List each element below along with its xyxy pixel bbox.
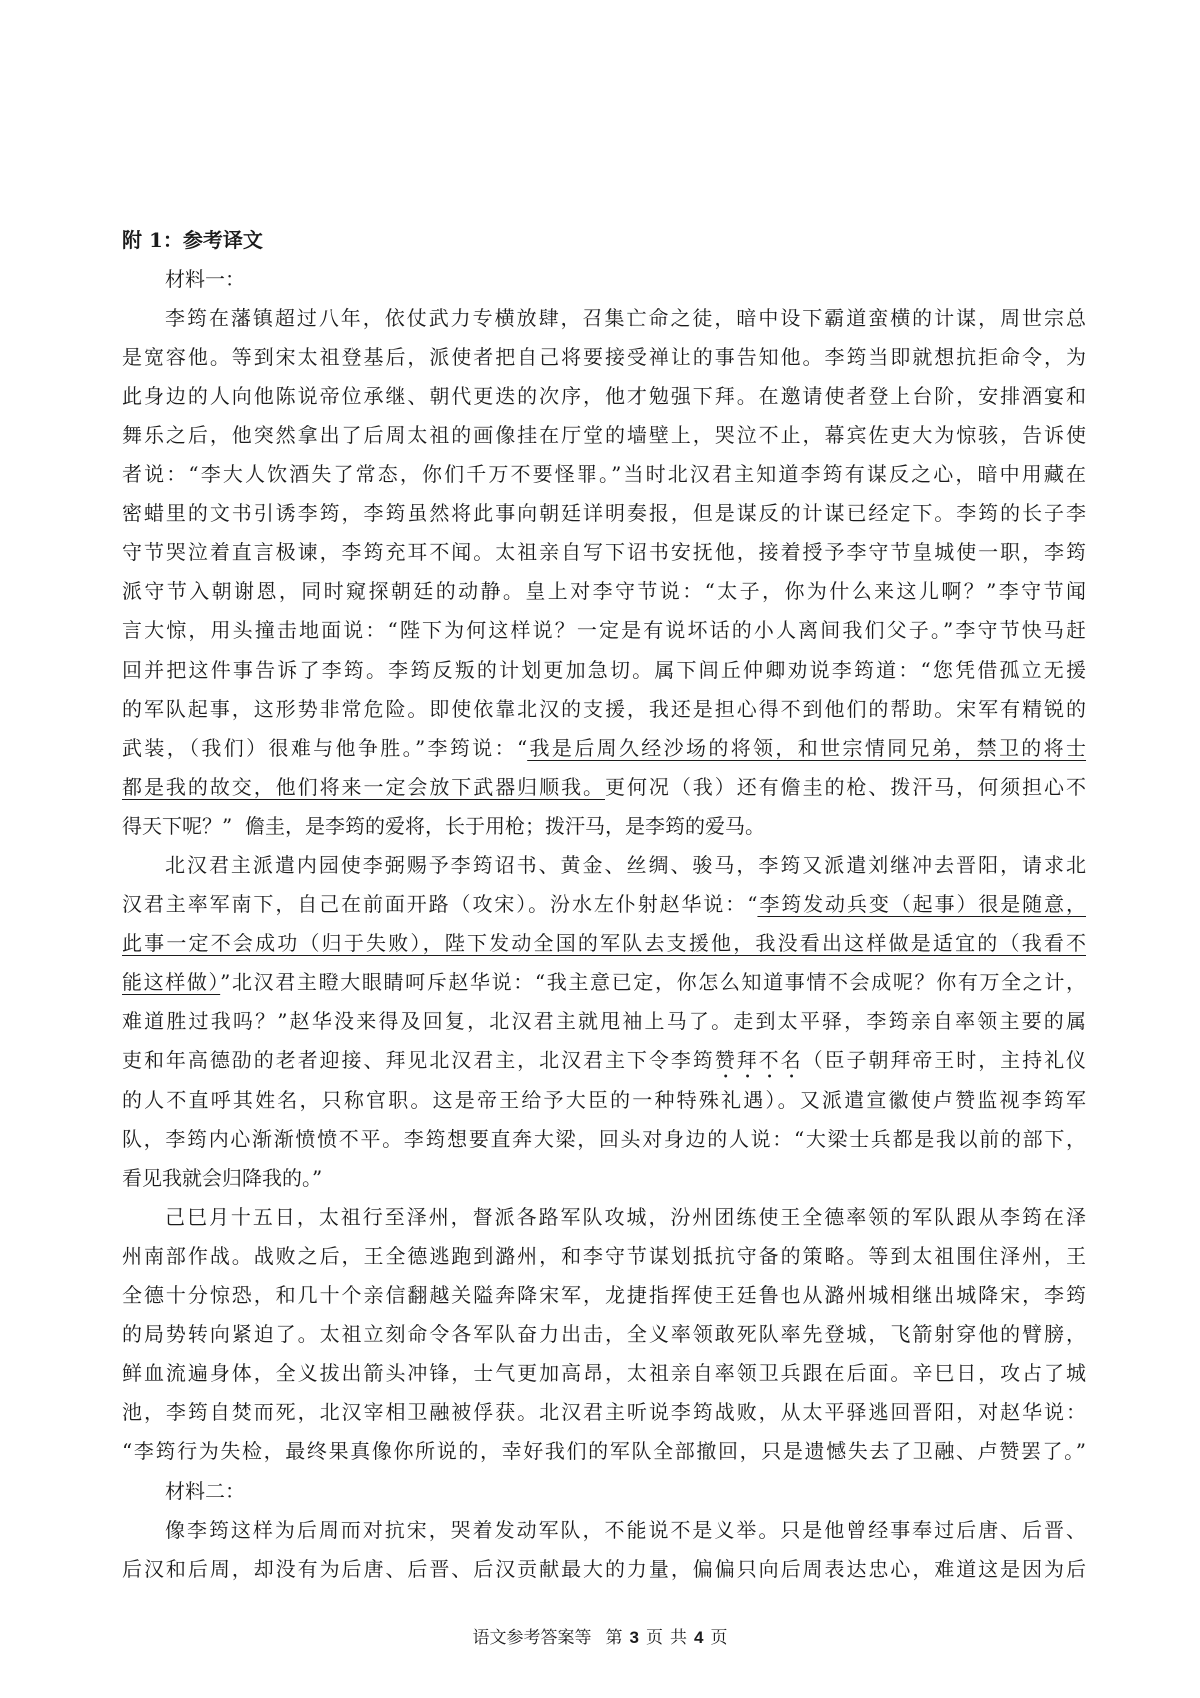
text-line: 舞乐之后，他突然拿出了后周太祖的画像挂在厅堂的墙壁上，哭泣不止，幕宾佐吏大为惊骇，告诉使	[122, 422, 1086, 447]
page-suffix: 页	[646, 1628, 663, 1648]
text-line: 后汉和后周，却没有为后唐、后晋、后汉贡献最大的力量，偏偏只向后周表达忠心，难道这是因为后	[122, 1556, 1086, 1581]
text-line: 己巳月十五日，太祖行至泽州，督派各路军队攻城，汾州团练使王全德率领的军队跟从李筠在泽	[165, 1204, 1086, 1229]
text-segment: 汉君主率军南下，自己在前面开路（攻宋）。汾水左仆射赵华说：“	[122, 892, 758, 917]
text-segment: 武装，（我们）很难与他争胜。”李筠说：“	[122, 735, 528, 760]
text-segment: 吏和年高德劭的老者迎接、拜见北汉君主，北汉君主下令李筠	[122, 1048, 715, 1073]
underlined-text: 此事一定不会成功（归于失败），陛下发动全国的军队去支援他，我没看出这样做是适宜的（我看不	[122, 931, 1086, 956]
page-number: 3	[629, 1628, 639, 1647]
document-body	[122, 221, 1086, 1589]
total-pages: 4	[694, 1628, 704, 1647]
text-line: 言大惊，用头撞击地面说：“陛下为何这样说？一定是有说坏话的小人离间我们父子。”李守节快马赶	[122, 618, 1086, 643]
text-line: 得天下呢？” 儋圭，是李筠的爱将，长于用枪；拨汗马，是李筠的爱马。	[122, 813, 765, 838]
page-footer	[0, 1626, 1200, 1650]
material-2-label: 材料二：	[165, 1478, 245, 1503]
paragraph-2	[122, 846, 1086, 1198]
text-line: 的局势转向紧迫了。太祖立刻命令各军队奋力出击，全义率领敢死队率先登城，飞箭射穿他的臂膀，	[122, 1322, 1086, 1347]
page-prefix: 第	[605, 1628, 623, 1648]
text-line: 像李筠这样为后周而对抗宋，哭着发动军队，不能说不是义举。只是他曾经事奉过后唐、后晋、	[165, 1517, 1086, 1542]
text-line: 者说：“李大人饮酒失了常态，你们千万不要怪罪。”当时北汉君主知道李筠有谋反之心，暗中用藏在	[122, 462, 1086, 487]
text-line: 李筠在藩镇超过八年，依仗武力专横放肆，召集亡命之徒，暗中设下霸道蛮横的计谋，周世宗总	[165, 305, 1086, 330]
text-line: 队，李筠内心渐渐愤愤不平。李筠想要直奔大梁，回头对身边的人说：“大梁士兵都是我以前的部下，	[122, 1126, 1086, 1151]
emphasized-text: 赞拜不名	[714, 1048, 803, 1073]
text-line: “李筠行为失检，最终果真像你所说的，幸好我们的军队全部撤回，只是遗憾失去了卫融、卢赞罢了。”	[122, 1439, 1086, 1464]
paragraph-1	[122, 299, 1086, 846]
text-line: 池，李筠自焚而死，北汉宰相卫融被俘获。北汉君主听说李筠战败，从太平驿逃回晋阳，对赵华说：	[122, 1400, 1086, 1425]
paragraph-4	[122, 1511, 1086, 1589]
text-line: 的人不直呼其姓名，只称官职。这是帝王给予大臣的一种特殊礼遇）。又派遣宣徽使卢赞监视李筠军	[122, 1087, 1086, 1112]
underlined-text: 能这样做）	[122, 970, 221, 995]
text-line: 此身边的人向他陈说帝位承继、朝代更迭的次序，他才勉强下拜。在邀请使者登上台阶，安排酒宴和	[122, 383, 1086, 408]
text-line: 密蜡里的文书引诱李筠，李筠虽然将此事向朝廷详明奏报，但是谋反的计谋已经定下。李筠的长子李	[122, 501, 1086, 526]
underlined-text: 李筠发动兵变（起事）很是随意，	[757, 892, 1086, 917]
total-suffix: 页	[710, 1628, 728, 1648]
text-line: 难道胜过我吗？”赵华没来得及回复，北汉君主就甩袖上马了。走到太平驿，李筠亲自率领主要的属	[122, 1009, 1086, 1034]
underlined-text: 都是我的故交，他们将来一定会放下武器归顺我。	[122, 774, 605, 799]
text-segment: （臣子朝拜帝王时，主持礼仪	[802, 1048, 1087, 1073]
text-line: 守节哭泣着直言极谏，李筠充耳不闻。太祖亲自写下诏书安抚他，接着授予李守节皇城使一职，李筠	[122, 540, 1086, 565]
text-line	[122, 963, 1086, 1002]
text-line	[122, 1041, 1086, 1080]
text-line: 州南部作战。战败之后，王全德逃跑到潞州，和李守节谋划抵抗守备的策略。等到太祖围住泽州，王	[122, 1243, 1086, 1268]
material-1-label: 材料一：	[165, 266, 245, 291]
text-line: 全德十分惊恐，和几十个亲信翻越关隘奔降宋军，龙捷指挥使王廷鲁也从潞州城相继出城降宋，李筠	[122, 1283, 1086, 1308]
text-line: 鲜血流遍身体，全义拔出箭头冲锋，士气更加高昂，太祖亲自率领卫兵跟在后面。辛巳日，攻占了城	[122, 1361, 1086, 1386]
total-prefix: 共	[670, 1628, 687, 1648]
text-line: 看见我就会归降我的。”	[122, 1165, 323, 1190]
footer-title: 语文参考答案等	[472, 1628, 592, 1648]
text-line: 回并把这件事告诉了李筠。李筠反叛的计划更加急切。属下闾丘仲卿劝说李筠道：“您凭借孤立无援	[122, 657, 1086, 682]
text-line: 派守节入朝谢恩，同时窥探朝廷的动静。皇上对李守节说：“太子，你为什么来这儿啊？”李守节闻	[122, 579, 1086, 604]
text-line	[122, 924, 1086, 963]
text-line	[122, 729, 1086, 768]
text-line: 的军队起事，这形势非常危险。即使依靠北汉的支援，我还是担心得不到他们的帮助。宋军有精锐的	[122, 696, 1086, 721]
underlined-text: 我是后周久经沙场的将领，和世宗情同兄弟，禁卫的将士	[527, 735, 1087, 760]
text-line	[122, 768, 1086, 807]
paragraph-3	[122, 1198, 1086, 1472]
text-segment: 更何况（我）还有儋圭的枪、拨汗马，何须担心不	[604, 774, 1087, 799]
text-line: 北汉君主派遣内园使李弼赐予李筠诏书、黄金、丝绸、骏马，李筠又派遣刘继冲去晋阳，请求北	[165, 853, 1086, 877]
section-heading: 附 1：参考译文	[122, 227, 263, 252]
text-line	[122, 885, 1086, 924]
text-segment: ”北汉君主瞪大眼睛呵斥赵华说：“我主意已定，你怎么知道事情不会成呢？你有万全之计，	[220, 970, 1086, 995]
text-line: 是宽容他。等到宋太祖登基后，派使者把自己将要接受禅让的事告知他。李筠当即就想抗拒命令，为	[122, 344, 1086, 369]
